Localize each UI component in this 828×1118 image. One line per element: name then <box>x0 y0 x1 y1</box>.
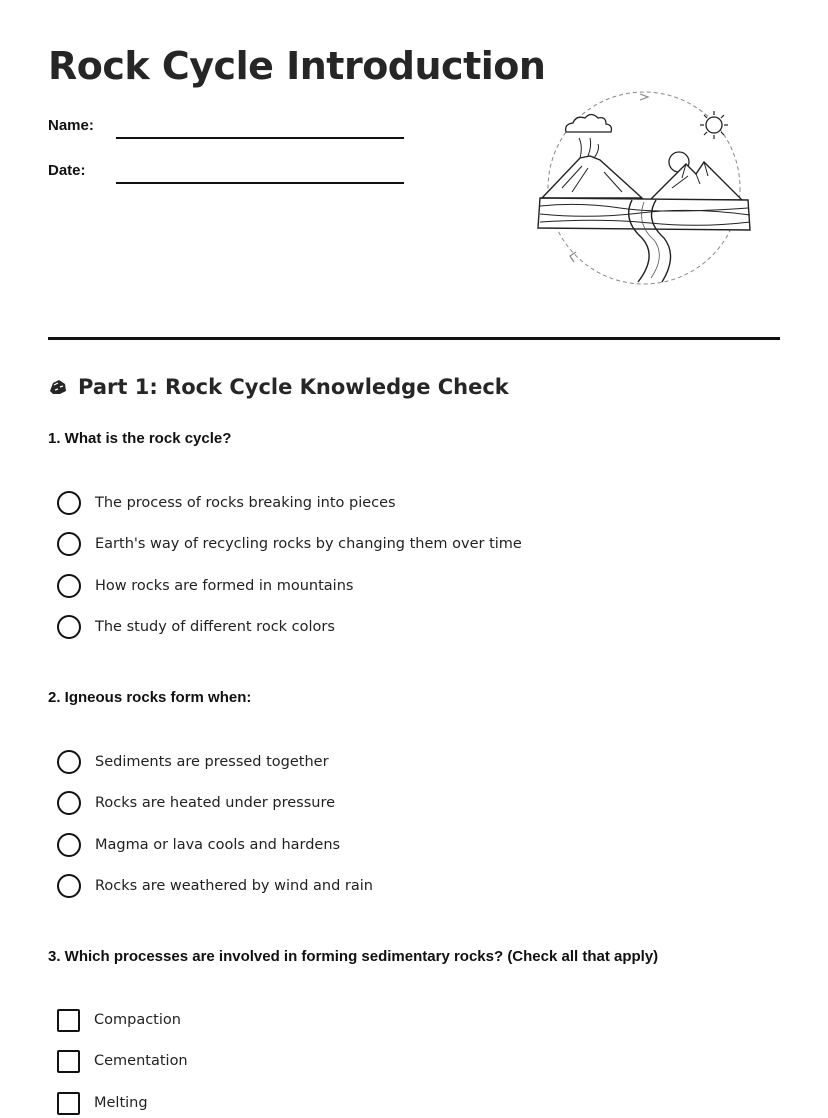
option-label: How rocks are formed in mountains <box>95 578 354 594</box>
question-2-option-3[interactable] <box>57 832 340 858</box>
question-3-option-2[interactable] <box>57 1048 188 1074</box>
question-3-option-1[interactable] <box>57 1007 181 1033</box>
question-3-option-3[interactable] <box>57 1090 148 1116</box>
option-label: Compaction <box>94 1012 181 1028</box>
option-label: Sediments are pressed together <box>95 754 329 770</box>
radio-button[interactable] <box>57 791 81 815</box>
radio-button[interactable] <box>57 491 81 515</box>
radio-button[interactable] <box>57 532 81 556</box>
part1-heading-text: Part 1: Rock Cycle Knowledge Check <box>78 375 509 399</box>
option-label: The process of rocks breaking into pieces <box>95 495 396 511</box>
option-label: Magma or lava cools and hardens <box>95 837 341 853</box>
page-title: Rock Cycle Introduction <box>48 44 546 88</box>
question-1-option-2[interactable] <box>57 531 522 557</box>
question-1-option-1[interactable] <box>57 490 396 516</box>
checkbox[interactable] <box>57 1009 80 1032</box>
option-label: Cementation <box>94 1053 188 1069</box>
question-3: 3. Which processes are involved in forming sedimentary rocks? (Check all that apply) <box>48 948 659 965</box>
radio-button[interactable] <box>57 574 81 598</box>
option-label: Earth's way of recycling rocks by changing them over time <box>95 536 522 552</box>
question-2-option-4[interactable] <box>57 873 373 899</box>
name-field[interactable] <box>116 137 404 139</box>
checkbox[interactable] <box>57 1092 80 1115</box>
name-label: Name: <box>48 117 94 134</box>
question-1: 1. What is the rock cycle? <box>48 430 232 447</box>
question-2: 2. Igneous rocks form when: <box>48 689 252 706</box>
part1-heading <box>48 375 509 399</box>
question-1-option-3[interactable] <box>57 573 353 599</box>
option-label: Melting <box>94 1095 148 1111</box>
radio-button[interactable] <box>57 833 81 857</box>
option-label: Rocks are weathered by wind and rain <box>95 878 373 894</box>
option-label: The study of different rock colors <box>95 619 335 635</box>
rock-icon <box>48 377 68 397</box>
date-label: Date: <box>48 162 86 179</box>
section-divider <box>48 337 780 340</box>
radio-button[interactable] <box>57 750 81 774</box>
radio-button[interactable] <box>57 615 81 639</box>
rock-cycle-illustration <box>532 88 756 288</box>
question-2-option-2[interactable] <box>57 790 335 816</box>
question-2-option-1[interactable] <box>57 749 329 775</box>
checkbox[interactable] <box>57 1050 80 1073</box>
date-field[interactable] <box>116 182 404 184</box>
option-label: Rocks are heated under pressure <box>95 795 336 811</box>
question-1-option-4[interactable] <box>57 614 335 640</box>
radio-button[interactable] <box>57 874 81 898</box>
